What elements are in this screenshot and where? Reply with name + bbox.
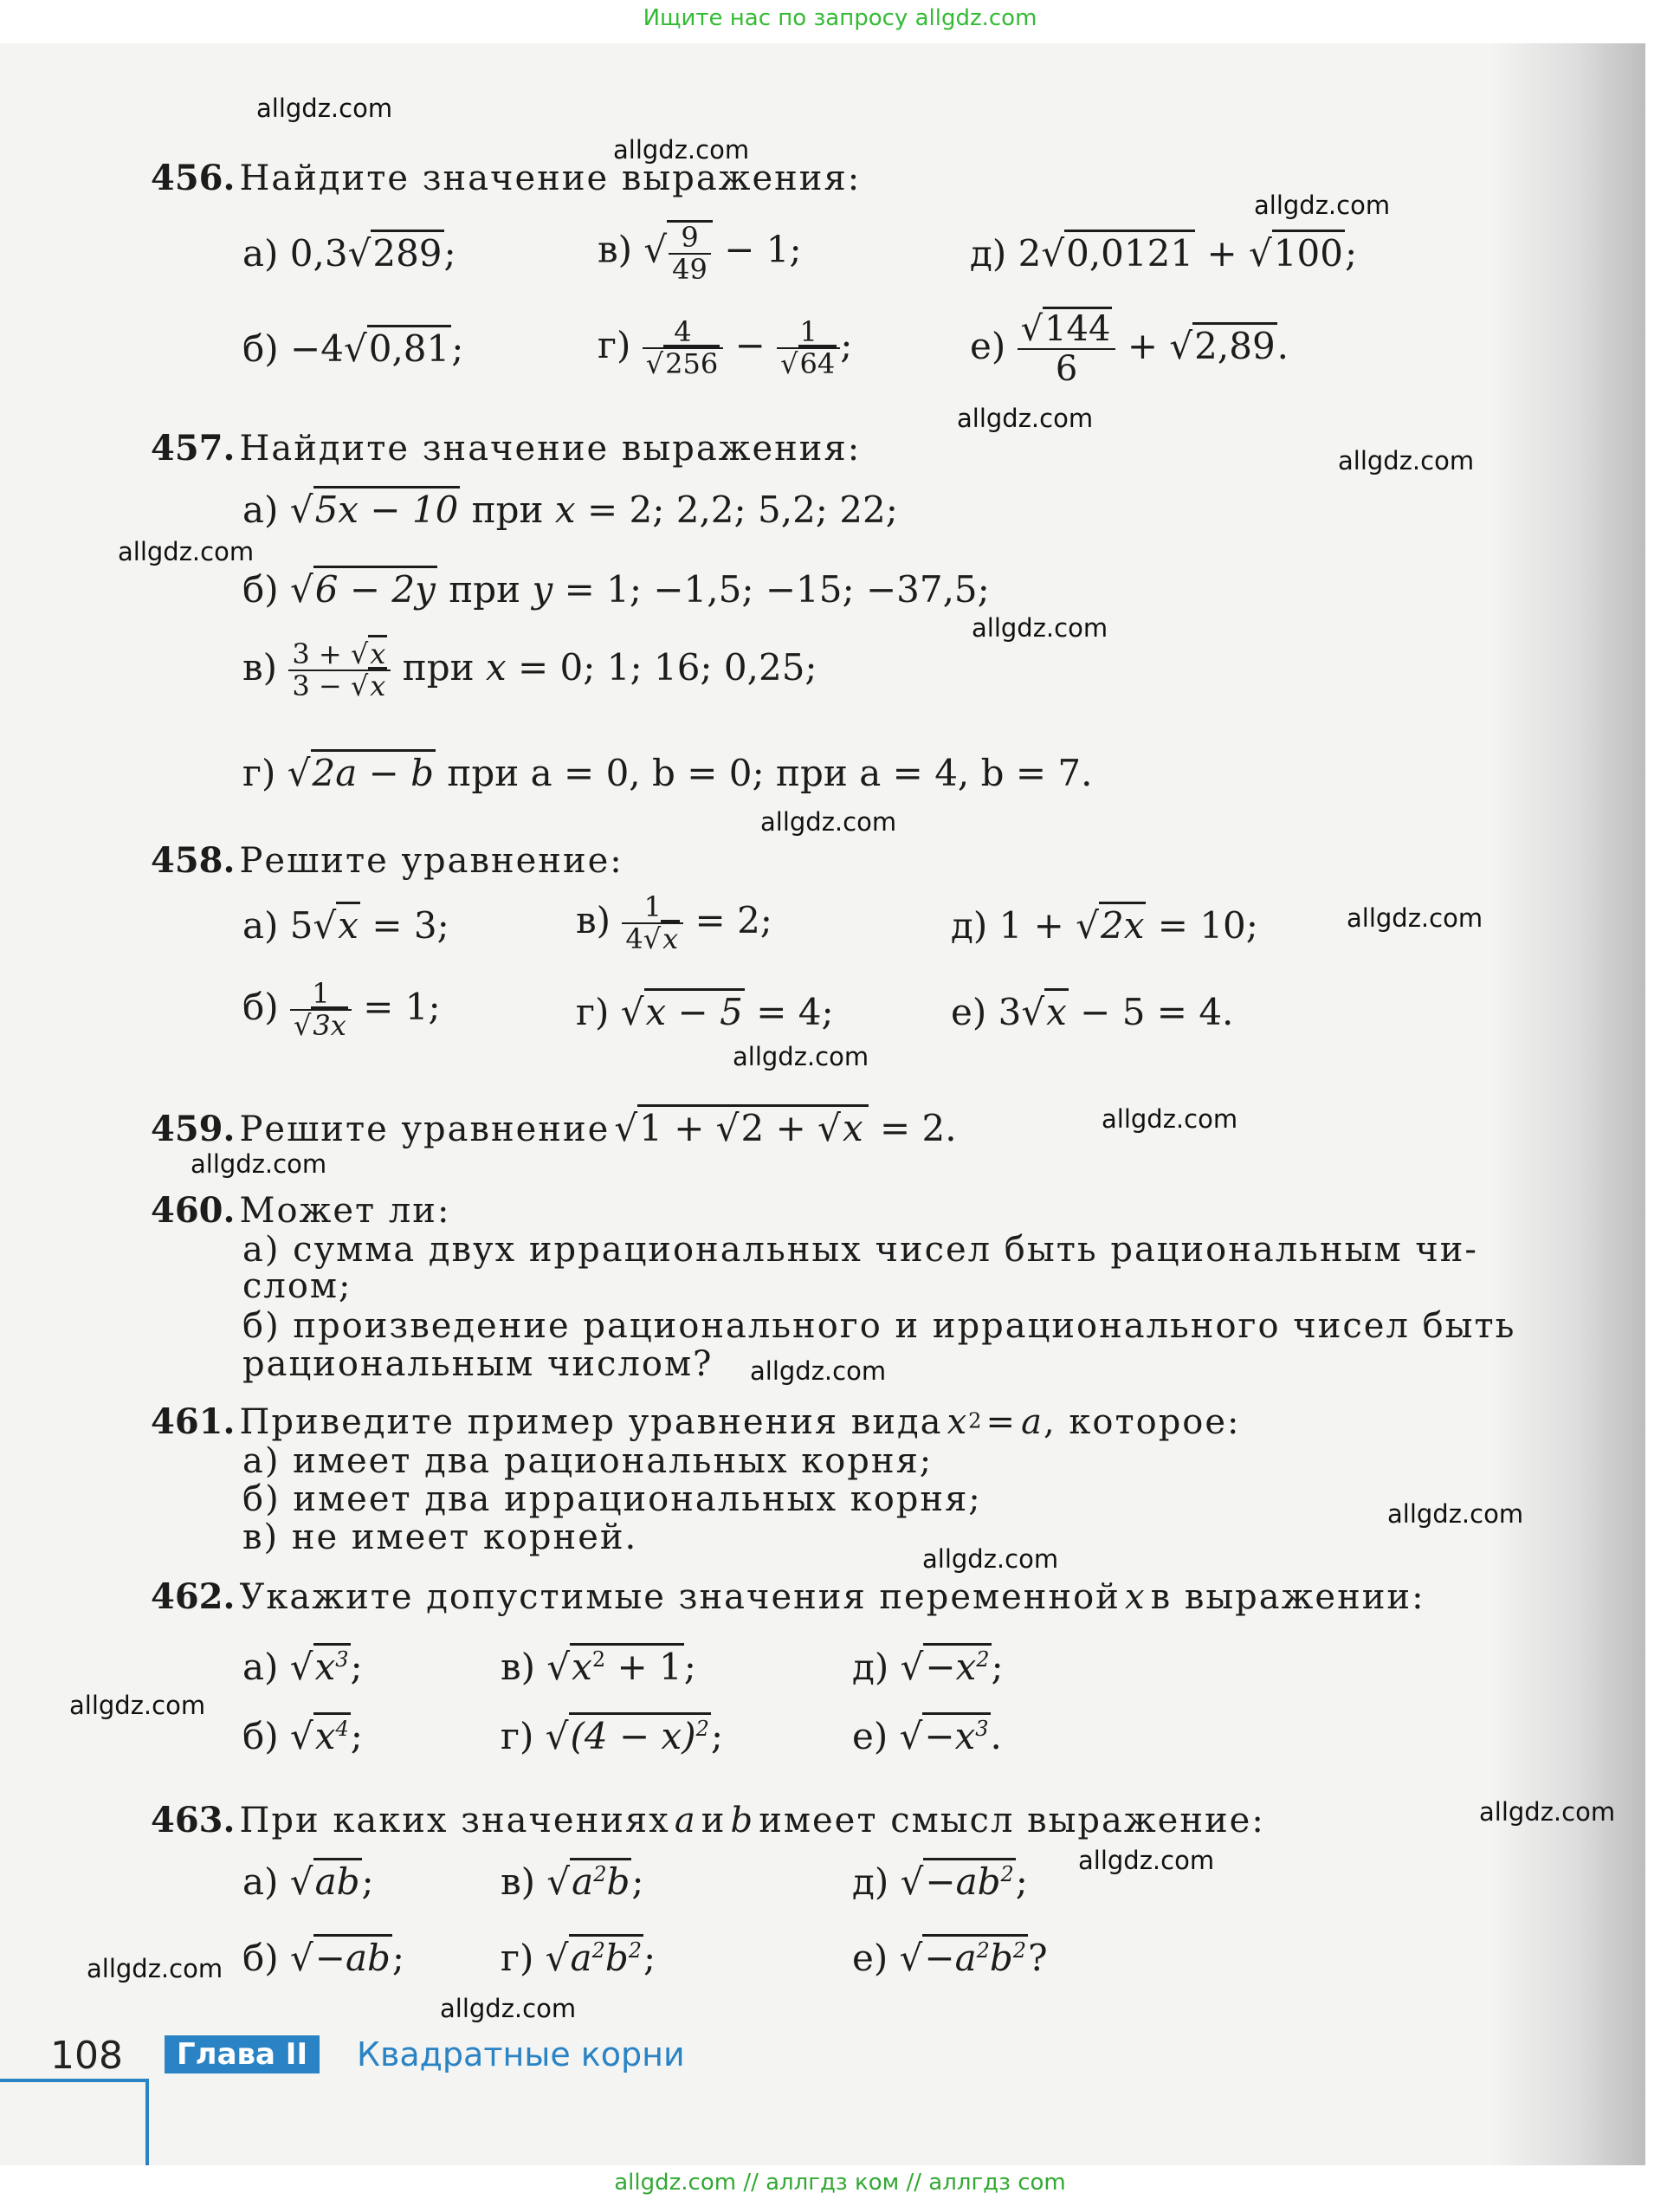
problem-462-a: а) $√x^3$; (242, 1646, 363, 1688)
fraction (622, 892, 683, 954)
watermark: allgdz.com (1078, 1846, 1215, 1875)
problem-number: 457. (151, 428, 236, 469)
variable: x (554, 488, 576, 531)
punct: . (990, 1715, 1002, 1757)
problem-456-g (598, 317, 852, 379)
problem-title: Укажите допустимые значения переменной (239, 1577, 1121, 1617)
problem-title: Может ли: (239, 1191, 451, 1231)
exponent: 2 (628, 1938, 643, 1963)
problem-title: Найдите значение выражения: (239, 158, 862, 198)
radicand (922, 1712, 990, 1757)
problem-title-tail: имеет смысл выражение: (759, 1801, 1265, 1840)
problem-number: 463. (151, 1800, 236, 1840)
word-pri: при (471, 488, 544, 531)
problem-460-header (151, 1190, 450, 1231)
variable: y (532, 568, 553, 611)
operator: + (1127, 325, 1159, 367)
problem-number: 458. (151, 840, 236, 881)
radicand-tail: b (989, 1937, 1013, 1979)
variable: x (485, 646, 507, 689)
radicand: 289 (371, 230, 443, 275)
problem-461-line: б) имеет два иррациональных корня; (242, 1479, 982, 1519)
numerator: √144 (1018, 310, 1116, 350)
item-label: б) (242, 568, 279, 611)
watermark: allgdz.com (1102, 1104, 1238, 1134)
radicand: 256 (663, 345, 720, 380)
radicand: −ab (313, 1934, 392, 1979)
denominator: 49 (672, 253, 708, 287)
exponent: 2 (976, 1647, 990, 1672)
problem-number: 460. (151, 1190, 236, 1231)
punct: ; (631, 1860, 644, 1903)
watermark: allgdz.com (957, 404, 1094, 433)
values: a = 0, b = 0; (530, 752, 765, 794)
item-label: д) (951, 904, 988, 947)
watermark: allgdz.com (972, 613, 1108, 643)
problem-458-e: е) 3√x − 5 = 4. (951, 991, 1233, 1033)
radicand-base: a (570, 1937, 592, 1979)
denominator: √256 (643, 349, 723, 379)
watermark: allgdz.com (750, 1356, 887, 1386)
radicand (922, 1934, 1028, 1979)
prefix: 1 + (998, 904, 1076, 947)
problem-462-d: д) $√-x^2$; (852, 1646, 1004, 1688)
problem-462-e: е) $√-x^3$. (852, 1715, 1002, 1757)
radicand: x (336, 902, 360, 947)
radicand-base: −a (924, 1937, 977, 1979)
punct: ; (443, 232, 456, 275)
radicand: 3x (311, 1006, 347, 1042)
item-label: а) (242, 488, 279, 531)
numerator: 1 (290, 979, 352, 1011)
values: = 0; 1; 16; 0,25; (517, 646, 817, 689)
bottom-banner[interactable]: allgdz.com // аллгдз ком // аллгдз com (614, 2170, 1066, 2196)
problem-title-tail: , которое: (1043, 1402, 1241, 1442)
fraction (288, 639, 391, 702)
radicand: 100 (1272, 230, 1345, 275)
exponent: 2 (1000, 1862, 1014, 1886)
coefficient: 0,3 (289, 232, 348, 275)
punct: ; (840, 324, 853, 367)
item-label: е) (970, 325, 1006, 367)
item-label: а) (242, 232, 279, 275)
word-pri: при (447, 752, 520, 794)
fraction (667, 220, 713, 285)
watermark: allgdz.com (1338, 446, 1475, 475)
denominator: 6 (1055, 349, 1078, 389)
problem-460-line: слом; (242, 1266, 352, 1306)
watermark: allgdz.com (1479, 1797, 1616, 1827)
item-label: д) (852, 1646, 889, 1688)
problem-number: 456. (151, 158, 236, 198)
watermark: allgdz.com (922, 1544, 1059, 1574)
radicand: 2a − b (311, 749, 436, 794)
item-label: б) (242, 1937, 279, 1979)
item-label: в) (501, 1860, 536, 1903)
exponent: 2 (591, 1938, 605, 1963)
punct: ; (361, 1860, 374, 1903)
punct: ; (1015, 1860, 1028, 1903)
exponent: 2 (593, 1862, 607, 1886)
watermark: allgdz.com (613, 135, 750, 165)
problem-458-v (576, 892, 772, 954)
fraction (290, 979, 352, 1041)
denominator: 4√x (622, 924, 683, 954)
fraction (777, 317, 840, 379)
problem-461-line: в) не имеет корней. (242, 1517, 638, 1557)
coefficient: −4 (290, 327, 344, 370)
item-label: г) (501, 1937, 534, 1979)
watermark: allgdz.com (760, 807, 897, 837)
problem-title-tail: в выражении: (1150, 1577, 1425, 1617)
radicand (570, 1643, 684, 1688)
exponent: 3 (975, 1717, 989, 1741)
item-label: г) (242, 752, 276, 794)
watermark: allgdz.com (440, 1994, 577, 2023)
equation: √1 + √2 + √x = 2. (614, 1104, 956, 1149)
problem-title: Решите уравнение (239, 1109, 611, 1149)
outer-prefix: 1 + (639, 1107, 716, 1149)
problem-463-g: г) $√a^2b^2$; (501, 1937, 656, 1979)
word-pri: при (402, 646, 475, 689)
item-label: е) (852, 1715, 888, 1757)
radicand-base: (4 − x) (570, 1715, 696, 1757)
problem-462-b: б) $√x^4$; (242, 1715, 363, 1757)
conjunction: и (701, 1801, 727, 1840)
punct: ; (350, 1715, 363, 1757)
tail: = 2. (879, 1107, 957, 1149)
problem-458-header (151, 840, 624, 881)
variable: a (1021, 1402, 1044, 1442)
exponent: 4 (335, 1717, 349, 1741)
item-label: б) (242, 1715, 279, 1757)
radicand: x (368, 635, 387, 670)
exponent: 2 (695, 1717, 709, 1741)
coefficient: 4 (625, 922, 643, 956)
middle-radicand: 2 + √x (740, 1104, 867, 1149)
problem-number: 461. (151, 1401, 236, 1442)
item-label: в) (598, 228, 633, 271)
problem-number: 459. (151, 1109, 236, 1149)
middle-prefix: 2 + (740, 1107, 818, 1149)
fraction (1018, 310, 1116, 388)
watermark: allgdz.com (69, 1691, 206, 1720)
radicand-tail: b (604, 1937, 629, 1979)
chapter-label: Глава II (165, 2035, 320, 2073)
values: a = 4, b = 7. (859, 752, 1093, 794)
page-number: 108 (50, 2034, 123, 2078)
numerator: 1 (622, 892, 683, 924)
radicand (923, 1643, 991, 1688)
problem-460-line: рациональным числом? (242, 1344, 714, 1384)
punct: ? (1028, 1937, 1048, 1979)
radicand: x (661, 920, 680, 955)
numerator: 9 (669, 223, 711, 255)
radicand (313, 1643, 351, 1688)
problem-463-d: д) $√-ab^2$; (852, 1860, 1028, 1903)
problem-457-v (242, 639, 817, 702)
punct: . (1276, 325, 1289, 367)
tail: = 4; (756, 991, 834, 1033)
book-spine-shadow (1489, 43, 1645, 2165)
item-label: е) (852, 1937, 888, 1979)
tail: = 10; (1157, 904, 1258, 947)
radicand: 144 (1043, 307, 1112, 349)
problem-460-line: а) сумма двух иррациональных чисел быть рациональным чи- (242, 1230, 1478, 1270)
denominator: 3 − √x (288, 671, 391, 702)
problem-457-g: г) √2a − b при a = 0, b = 0; при a = 4, b = 7. (242, 752, 1092, 794)
tail: = 1; (363, 986, 441, 1029)
radicand-base: −ab (925, 1860, 1001, 1903)
watermark: allgdz.com (118, 537, 255, 566)
problem-463-v: в) $√a^2b$; (501, 1860, 644, 1903)
coefficient: 2 (1018, 232, 1042, 275)
denominator: √3x (290, 1011, 352, 1041)
problem-456-d: д) 2√0,0121 + √100; (970, 232, 1357, 275)
item-label: а) (242, 1860, 279, 1903)
item-label: б) (242, 327, 279, 370)
exponent: 2 (968, 1408, 982, 1433)
exponent: 3 (335, 1647, 349, 1672)
exponent: 2 (976, 1938, 990, 1963)
item-label: г) (501, 1715, 534, 1757)
punct: ; (451, 327, 464, 370)
radicand (569, 1934, 644, 1979)
values: = 2; 2,2; 5,2; 22; (586, 488, 898, 531)
numerator-text: 3 + (292, 637, 351, 670)
item-label: г) (598, 324, 631, 367)
problem-456-e: е) $\frac{√144}{6}$ + √2,89. (970, 310, 1289, 388)
radicand: 6 − 2y (313, 566, 437, 611)
variable: x (947, 1402, 969, 1442)
punct: ; (710, 1715, 724, 1757)
problem-462-header (151, 1576, 1425, 1617)
problem-458-g: г) √x − 5 = 4; (576, 991, 834, 1033)
exponent: 2 (591, 1647, 606, 1672)
watermark: allgdz.com (1387, 1499, 1524, 1529)
radicand-base: −x (924, 1715, 976, 1757)
punct: ; (350, 1646, 363, 1688)
item-label: б) (242, 986, 279, 1029)
problem-459 (151, 1107, 957, 1149)
watermark: allgdz.com (1347, 903, 1483, 933)
watermark: allgdz.com (87, 1954, 223, 1983)
denominator: √64 (777, 349, 840, 379)
watermark: allgdz.com (256, 94, 393, 123)
radicand-base: x (314, 1646, 336, 1688)
radicand: x (1044, 988, 1069, 1033)
problem-462-g: г) $√(4 - x)^2$; (501, 1715, 723, 1757)
radicand-tail: + 1 (605, 1646, 682, 1688)
tail: = 2; (695, 899, 772, 942)
problem-title: Найдите значение выражения: (239, 429, 862, 469)
radicand: 64 (798, 345, 837, 380)
problem-461-header (151, 1401, 1241, 1442)
item-label: а) (242, 1646, 279, 1688)
problem-title: Приведите пример уравнения вида (239, 1402, 943, 1442)
problem-457-header (151, 428, 861, 469)
radicand (313, 1712, 351, 1757)
problem-title: Решите уравнение: (239, 841, 624, 881)
operator: − (734, 324, 766, 367)
problem-458-a: а) 5√x = 3; (242, 904, 449, 947)
radicand (570, 1858, 631, 1903)
punct: ; (683, 1646, 696, 1688)
radicand-base: x (314, 1715, 336, 1757)
variable: b (730, 1801, 755, 1840)
variable: a (674, 1801, 697, 1840)
problem-456-b: б) −4√0,81; (242, 327, 463, 370)
fraction (643, 317, 723, 379)
problem-456-v: в) √ $\frac{9}{49}$ − 1; (598, 221, 802, 287)
denominator-text: 3 − (292, 670, 351, 703)
radicand: x − 5 (644, 988, 745, 1033)
operator: = (985, 1402, 1018, 1442)
watermark: allgdz.com (191, 1149, 327, 1179)
radicand: ab (313, 1858, 362, 1903)
item-label: в) (576, 899, 611, 942)
operator: + (1206, 232, 1237, 275)
tail: = 3; (372, 904, 449, 947)
word-pri: при (449, 568, 521, 611)
punct: ; (391, 1937, 405, 1979)
problem-457-a: а) √5x − 10 при x = 2; 2,2; 5,2; 22; (242, 488, 898, 531)
problem-463-e: е) $√-a^2b^2$? (852, 1937, 1048, 1979)
problem-458-d: д) 1 + √2x = 10; (951, 904, 1258, 947)
radicand: 0,0121 (1064, 230, 1195, 275)
chapter-title: Квадратные корни (357, 2035, 685, 2073)
radicand-base: a (572, 1860, 594, 1903)
radicand-tail: b (606, 1860, 630, 1903)
watermark: allgdz.com (1254, 191, 1391, 220)
problem-460-line: б) произведение рационального и иррационального чисел быть (242, 1306, 1516, 1346)
numerator: 4 (643, 317, 723, 349)
footer-rule-vertical (145, 2079, 149, 2165)
item-label: в) (501, 1646, 536, 1688)
item-label: е) (951, 991, 987, 1033)
radicand: 2x (1099, 902, 1146, 947)
coefficient: 5 (289, 904, 313, 947)
top-banner[interactable]: Ищите нас по запросу allgdz.com (643, 5, 1037, 31)
problem-number: 462. (151, 1576, 236, 1617)
item-label: в) (242, 646, 278, 689)
problem-title: При каких значениях (239, 1801, 670, 1840)
item-label: г) (576, 991, 610, 1033)
problem-457-b: б) √6 − 2y при y = 1; −1,5; −15; −37,5; (242, 568, 990, 611)
tail: − 1; (724, 228, 802, 271)
problem-463-header (151, 1800, 1265, 1840)
exponent: 2 (1012, 1938, 1027, 1963)
word-pri: при (776, 752, 848, 794)
outer-radicand: 1 + √2 + √x (637, 1104, 868, 1149)
problem-462-v: в) $√x^2 + 1$; (501, 1646, 696, 1688)
radicand-base: x (572, 1646, 592, 1688)
punct: ; (1344, 232, 1358, 275)
punct: ; (991, 1646, 1004, 1688)
footer-rule (0, 2079, 147, 2082)
coefficient: 3 (998, 991, 1022, 1033)
radicand: 5x − 10 (313, 486, 461, 531)
radicand-base: −x (925, 1646, 977, 1688)
problem-456-header (151, 158, 861, 198)
problem-461-line: а) имеет два рациональных корня; (242, 1441, 934, 1481)
variable: x (1124, 1577, 1147, 1617)
problem-458-b (242, 979, 441, 1041)
radicand: 2,89 (1192, 322, 1277, 367)
radicand: 0,81 (367, 325, 452, 370)
radicand (569, 1712, 711, 1757)
problem-456-a: а) 0,3√289; (242, 232, 456, 275)
radicand (923, 1858, 1015, 1903)
values: = 1; −1,5; −15; −37,5; (564, 568, 990, 611)
item-label: д) (852, 1860, 889, 1903)
problem-463-b: б) √−ab; (242, 1937, 404, 1979)
tail: − 5 = 4. (1080, 991, 1234, 1033)
punct: ; (643, 1937, 656, 1979)
numerator: 3 + √x (288, 639, 391, 671)
item-label: д) (970, 232, 1007, 275)
problem-463-a: а) √ab; (242, 1860, 374, 1903)
radicand: x (368, 667, 387, 702)
item-label: а) (242, 904, 279, 947)
watermark: allgdz.com (733, 1042, 869, 1071)
inner-radicand: x (841, 1104, 865, 1149)
numerator: 1 (777, 317, 840, 349)
